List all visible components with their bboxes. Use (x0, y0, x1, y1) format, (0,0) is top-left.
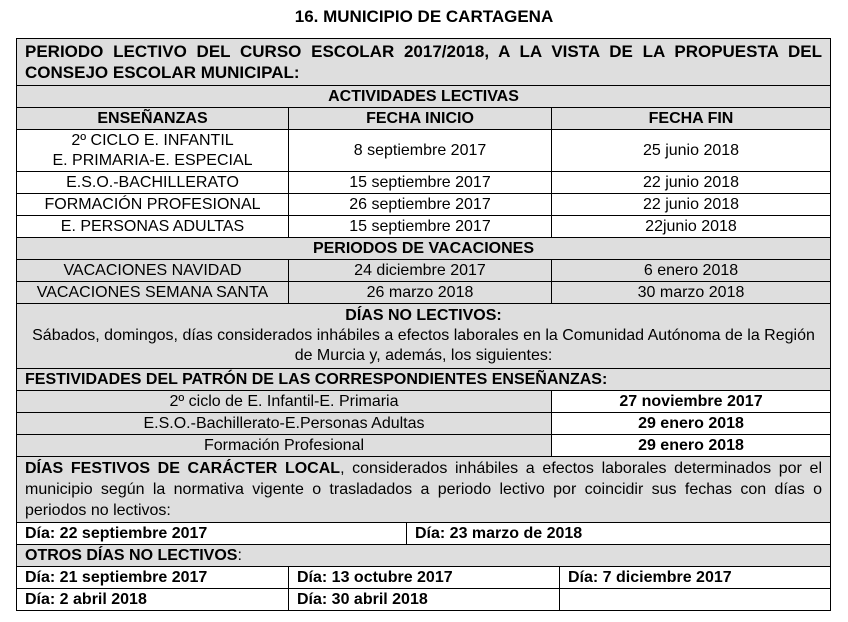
table-row-name: E. PERSONAS ADULTAS (17, 216, 289, 238)
end-date: 22 junio 2018 (552, 194, 831, 216)
start-date: 15 septiembre 2017 (289, 216, 552, 238)
no-lectivos-text: Sábados, domingos, días considerados inhábiles a efectos laborales en la Comunidad Autónoma de la Región de Murcia y, además, los siguientes: (32, 327, 815, 364)
festividad-date: 27 noviembre 2017 (552, 391, 831, 413)
no-lectivos-block (17, 304, 831, 369)
start-date: 24 diciembre 2017 (289, 260, 552, 282)
festividades-title: FESTIVIDADES DEL PATRÓN DE LAS CORRESPONDIENTES ENSEÑANZAS: (17, 369, 831, 391)
end-date: 22 junio 2018 (552, 172, 831, 194)
table-row-name: VACACIONES NAVIDAD (17, 260, 289, 282)
otros-title: OTROS DÍAS NO LECTIVOS (25, 546, 238, 564)
vacaciones-title: PERIODOS DE VACACIONES (17, 238, 831, 260)
festivos-locales-text (17, 457, 831, 523)
school-calendar-table (16, 38, 831, 611)
table-row-name: FORMACIÓN PROFESIONAL (17, 194, 289, 216)
no-lectivos-title: DÍAS NO LECTIVOS: (345, 307, 502, 324)
end-date: 30 marzo 2018 (552, 282, 831, 304)
end-date: 25 junio 2018 (552, 130, 831, 172)
table-row-name: Formación Profesional (17, 435, 552, 457)
table-row-name (17, 130, 289, 172)
otro-dia: Día: 7 diciembre 2017 (560, 567, 831, 589)
page-title: 16. MUNICIPIO DE CARTAGENA (294, 7, 554, 26)
otro-dia: Día: 13 octubre 2017 (289, 567, 560, 589)
name-line: 2º CICLO E. INFANTIL (71, 131, 234, 149)
end-date: 22junio 2018 (552, 216, 831, 238)
festividad-date: 29 enero 2018 (552, 413, 831, 435)
otros-title-cell (17, 545, 831, 567)
festivos-locales-bold: DÍAS FESTIVOS DE CARÁCTER LOCAL (25, 460, 341, 477)
column-header-ensenanzas: ENSEÑANZAS (17, 108, 289, 130)
table-row-name: E.S.O.-Bachillerato-E.Personas Adultas (17, 413, 552, 435)
start-date: 26 septiembre 2017 (289, 194, 552, 216)
name-line: E. PRIMARIA-E. ESPECIAL (52, 151, 253, 169)
start-date: 8 septiembre 2017 (289, 130, 552, 172)
end-date: 6 enero 2018 (552, 260, 831, 282)
lectivas-title: ACTIVIDADES LECTIVAS (17, 86, 831, 108)
empty-cell (560, 589, 831, 611)
table-row-name: E.S.O.-BACHILLERATO (17, 172, 289, 194)
otros-colon: : (237, 546, 242, 564)
festivos-locales-rest: , considerados inhábiles a efectos laborales determinados por el municipio según la normativa vigente o trasladados a periodo lectivo por coincidir sus fechas con días o periodos no lectivos: (25, 460, 822, 519)
column-header-fecha-fin: FECHA FIN (552, 108, 831, 130)
festividad-date: 29 enero 2018 (552, 435, 831, 457)
start-date: 26 marzo 2018 (289, 282, 552, 304)
otro-dia: Día: 21 septiembre 2017 (17, 567, 289, 589)
table-row-name: VACACIONES SEMANA SANTA (17, 282, 289, 304)
start-date: 15 septiembre 2017 (289, 172, 552, 194)
table-row-name: 2º ciclo de E. Infantil-E. Primaria (17, 391, 552, 413)
festivo-local-day: Día: 23 marzo de 2018 (407, 523, 831, 545)
otro-dia: Día: 30 abril 2018 (289, 589, 560, 611)
otro-dia: Día: 2 abril 2018 (17, 589, 289, 611)
calendar-header: PERIODO LECTIVO DEL CURSO ESCOLAR 2017/2018, A LA VISTA DE LA PROPUESTA DEL CONSEJO ESCOLAR MUNICIPAL: (17, 39, 831, 86)
festivo-local-day: Día: 22 septiembre 2017 (17, 523, 407, 545)
column-header-fecha-inicio: FECHA INICIO (289, 108, 552, 130)
